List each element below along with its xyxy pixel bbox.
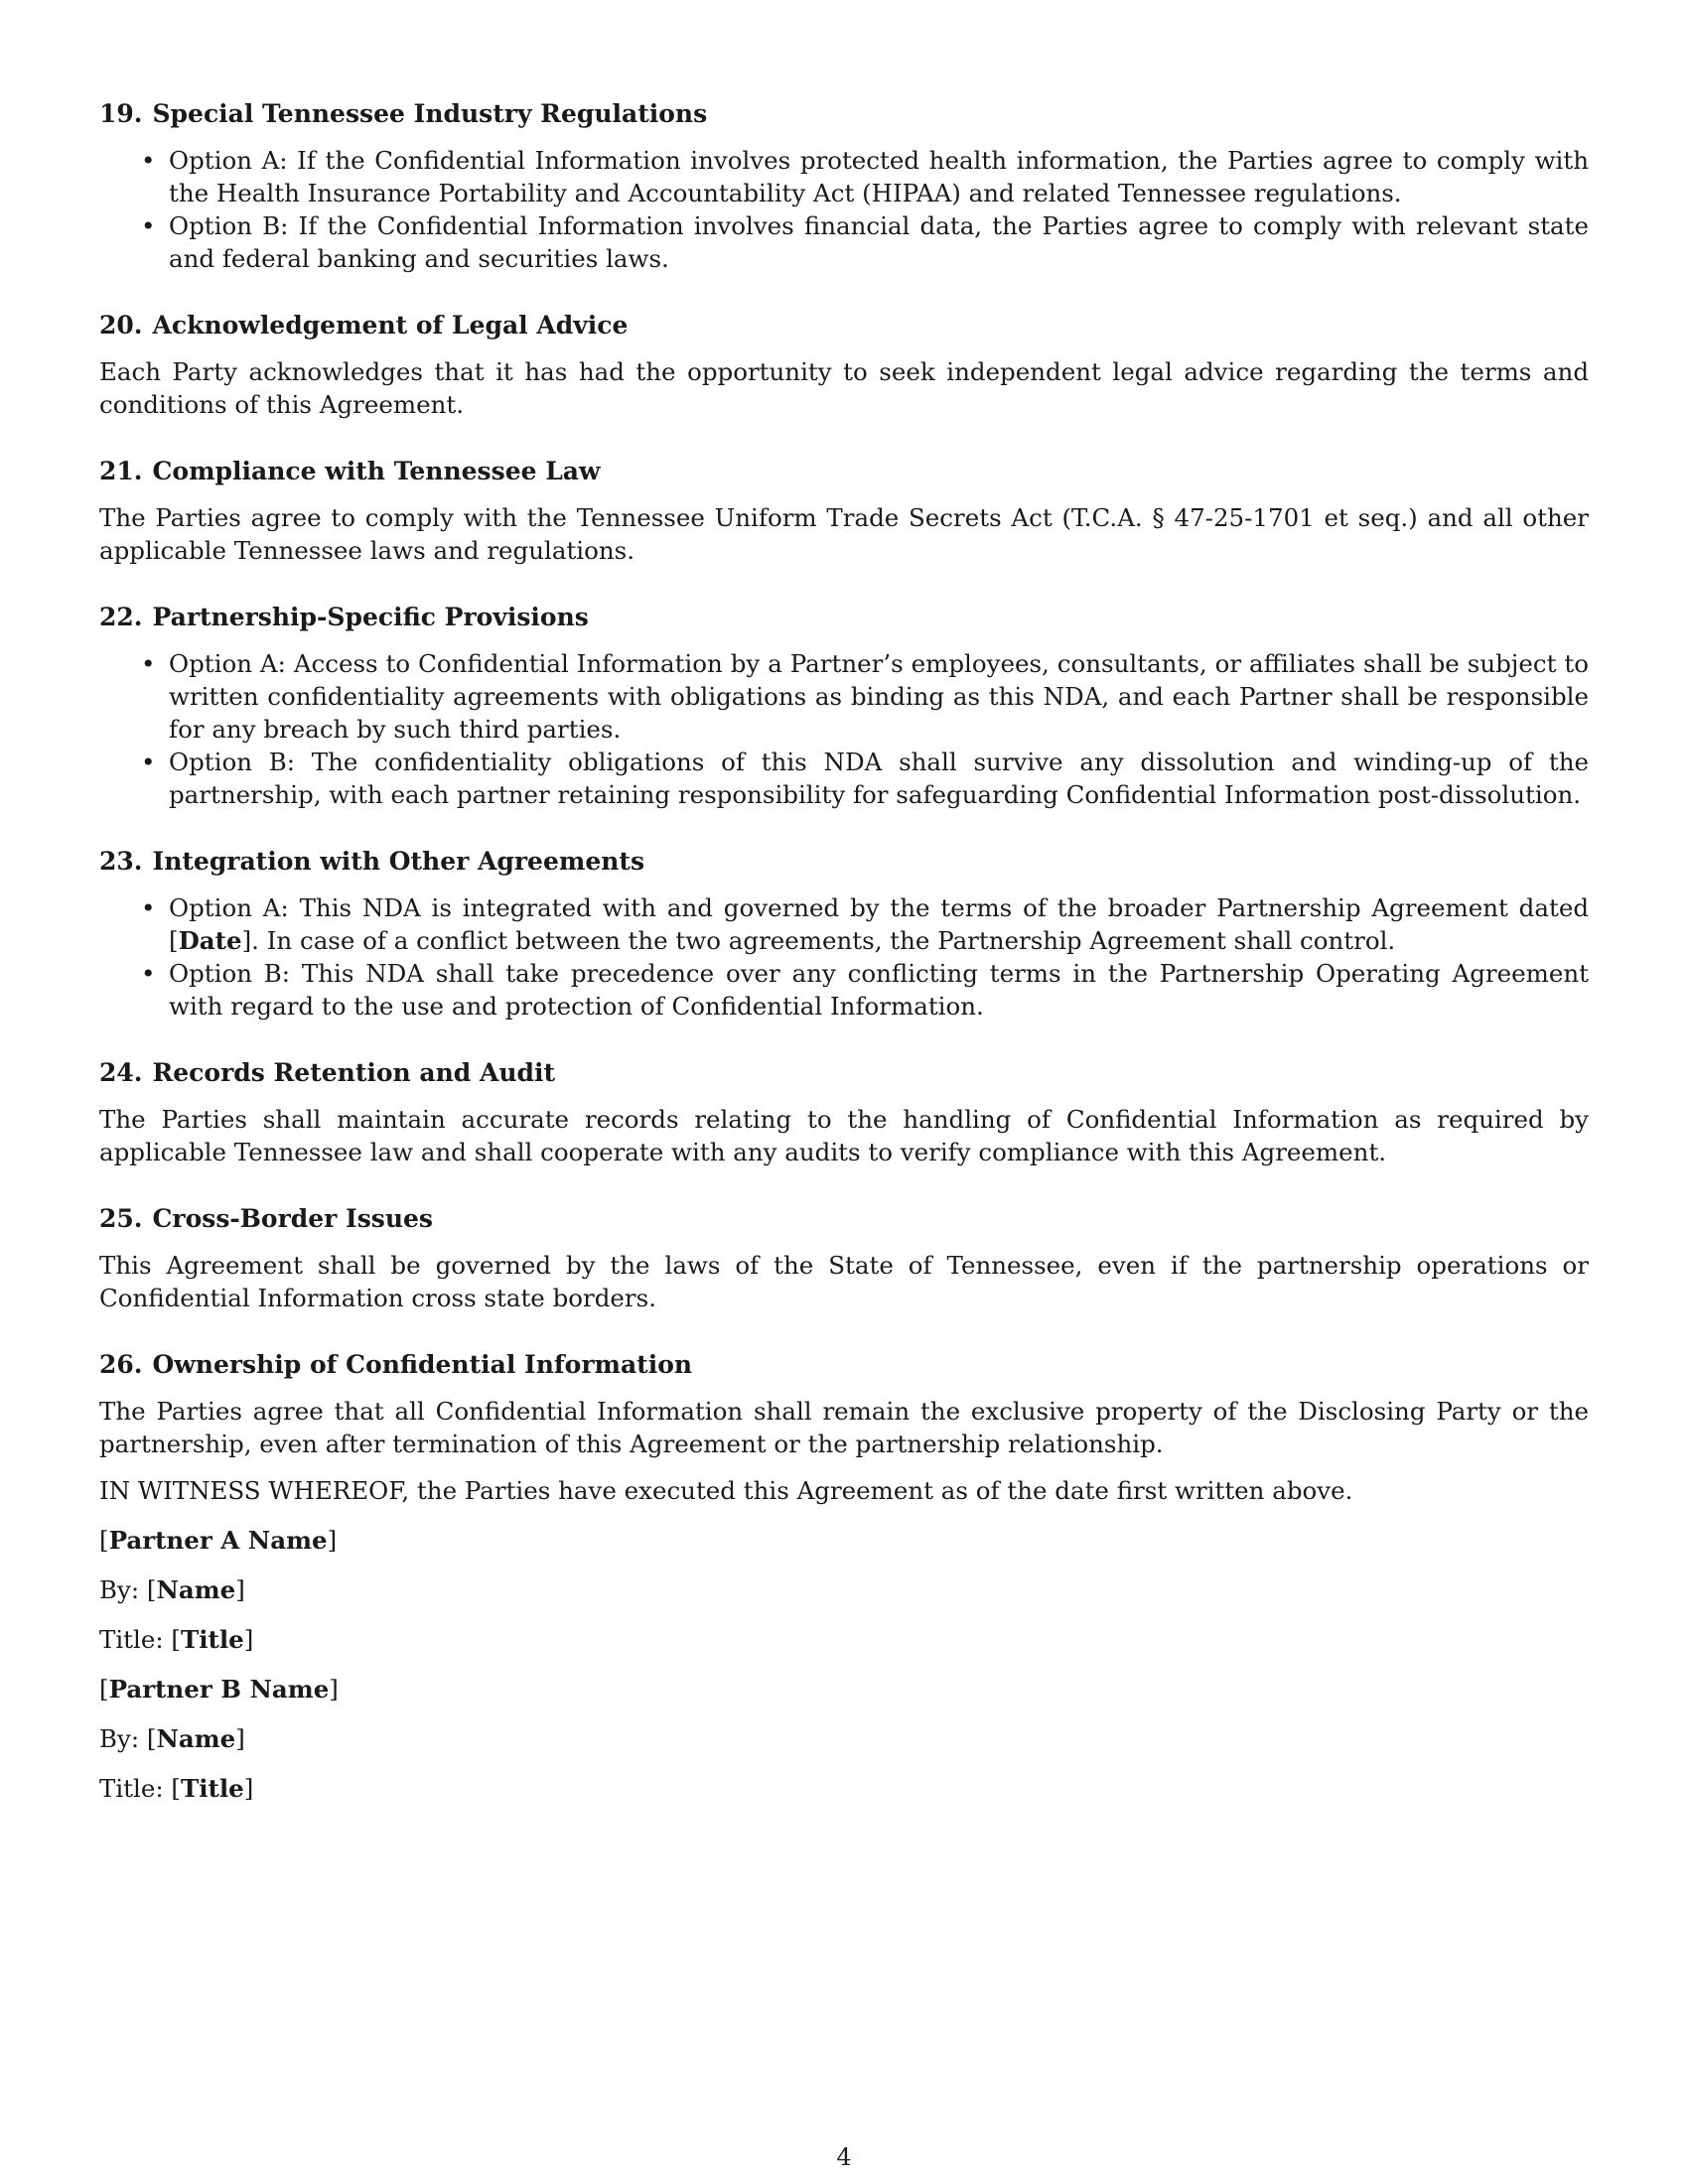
by-label: By: xyxy=(99,1724,140,1753)
section-title: Cross-Border Issues xyxy=(152,1204,434,1233)
section-25 xyxy=(99,1202,1589,1314)
section-title: Special Tennessee Industry Regulations xyxy=(152,99,708,128)
page-number: 4 xyxy=(836,2143,852,2171)
section-heading xyxy=(99,845,1589,878)
section-number: 23. xyxy=(99,847,143,876)
title-value: Title xyxy=(180,1774,244,1803)
by-label: By: xyxy=(99,1575,140,1604)
section-number: 25. xyxy=(99,1204,143,1233)
section-22 xyxy=(99,601,1589,811)
section-title: Integration with Other Agreements xyxy=(152,847,645,876)
option-item xyxy=(99,647,1589,746)
bullet-icon: • xyxy=(141,893,156,922)
option-text: Option B: If the Confidential Information involves financial data, the Parties agree to comply with relevant state and federal banking and securities laws. xyxy=(169,211,1589,273)
section-19 xyxy=(99,97,1589,275)
partner-a-by: By: [Name] xyxy=(99,1575,245,1604)
section-23 xyxy=(99,845,1589,1023)
section-title: Partnership-Specific Provisions xyxy=(152,603,589,631)
option-text: Option A: Access to Confidential Information by a Partner’s employees, consultants, or affiliates shall be subject to written confidentiality agreements with obligations as binding as this NDA, and each Partner shall be responsible for any breach by such third parties. xyxy=(169,649,1589,744)
section-heading xyxy=(99,1056,1589,1089)
section-title: Ownership of Confidential Information xyxy=(152,1350,693,1379)
section-number: 26. xyxy=(99,1350,143,1379)
section-heading xyxy=(99,97,1589,130)
bullet-icon: • xyxy=(141,211,156,240)
section-number: 24. xyxy=(99,1058,143,1087)
option-list xyxy=(99,144,1589,275)
option-item xyxy=(99,209,1589,275)
option-list xyxy=(99,891,1589,1023)
section-body: Each Party acknowledges that it has had the opportunity to seek independent legal advice regarding the terms and conditions of this Agreement. xyxy=(99,357,1589,419)
section-24 xyxy=(99,1056,1589,1168)
section-number: 21. xyxy=(99,457,143,485)
partner-b-name: [Partner B Name] xyxy=(99,1675,339,1704)
section-title: Acknowledgement of Legal Advice xyxy=(152,311,629,340)
section-title: Records Retention and Audit xyxy=(152,1058,556,1087)
section-20 xyxy=(99,309,1589,421)
option-text: Option B: The confidentiality obligations of this NDA shall survive any dissolution and winding-up of the partnership, with each partner retaining responsibility for safeguarding Confidential Information post-dissolution. xyxy=(169,748,1589,809)
document-page xyxy=(99,97,1589,1805)
party-name: Partner B Name xyxy=(108,1675,330,1704)
section-heading xyxy=(99,455,1589,487)
bullet-icon: • xyxy=(141,748,156,776)
option-item xyxy=(99,957,1589,1023)
section-title: Compliance with Tennessee Law xyxy=(152,457,601,485)
section-21 xyxy=(99,455,1589,567)
title-label: Title: xyxy=(99,1625,164,1654)
bullet-icon: • xyxy=(141,146,156,175)
option-text: Option A: If the Confidential Information involves protected health information, the Parties agree to comply with the Health Insurance Portability and Accountability Act (HIPAA) and related Tennessee regulations. xyxy=(169,146,1589,207)
option-text: ]. In case of a conflict between the two agreements, the Partnership Agreement shall control. xyxy=(241,926,1396,955)
section-heading xyxy=(99,309,1589,341)
section-heading xyxy=(99,601,1589,633)
section-body: This Agreement shall be governed by the laws of the State of Tennessee, even if the partnership operations or Confidential Information cross state borders. xyxy=(99,1251,1589,1312)
party-name: Partner A Name xyxy=(108,1526,328,1555)
section-number: 22. xyxy=(99,603,143,631)
option-list xyxy=(99,647,1589,811)
title-value: Title xyxy=(180,1625,244,1654)
option-text: Option A: This NDA is integrated with and governed by the terms of the broader Partnership Agreement dated [ xyxy=(169,893,1589,955)
section-body: The Parties agree to comply with the Tennessee Uniform Trade Secrets Act (T.C.A. § 47-25-1701 et seq.) and all other applicable Tennessee laws and regulations. xyxy=(99,503,1589,565)
partner-a-title: Title: [Title] xyxy=(99,1625,254,1654)
bullet-icon: • xyxy=(141,959,156,988)
witness-clause: IN WITNESS WHEREOF, the Parties have executed this Agreement as of the date first written above. xyxy=(99,1476,1353,1505)
section-number: 20. xyxy=(99,311,143,340)
partner-b-title: Title: [Title] xyxy=(99,1774,254,1803)
by-value: Name xyxy=(156,1724,236,1753)
section-heading xyxy=(99,1202,1589,1235)
date-placeholder: Date xyxy=(178,926,242,955)
partner-a-name: [Partner A Name] xyxy=(99,1526,338,1555)
by-value: Name xyxy=(156,1575,236,1604)
title-label: Title: xyxy=(99,1774,164,1803)
section-number: 19. xyxy=(99,99,143,128)
bullet-icon: • xyxy=(141,649,156,678)
option-item xyxy=(99,891,1589,957)
section-heading xyxy=(99,1348,1589,1381)
section-body: The Parties agree that all Confidential Information shall remain the exclusive property of the Disclosing Party or the partnership, even after termination of this Agreement or the partnership relationship. xyxy=(99,1397,1589,1458)
option-text: Option B: This NDA shall take precedence over any conflicting terms in the Partnership Operating Agreement with regard to the use and protection of Confidential Information. xyxy=(169,959,1589,1021)
option-item xyxy=(99,746,1589,811)
partner-b-by: By: [Name] xyxy=(99,1724,245,1753)
option-item xyxy=(99,144,1589,209)
section-body: The Parties shall maintain accurate records relating to the handling of Confidential Information as required by applicable Tennessee law and shall cooperate with any audits to verify compliance with this Agreement. xyxy=(99,1105,1589,1166)
section-26 xyxy=(99,1348,1589,1460)
